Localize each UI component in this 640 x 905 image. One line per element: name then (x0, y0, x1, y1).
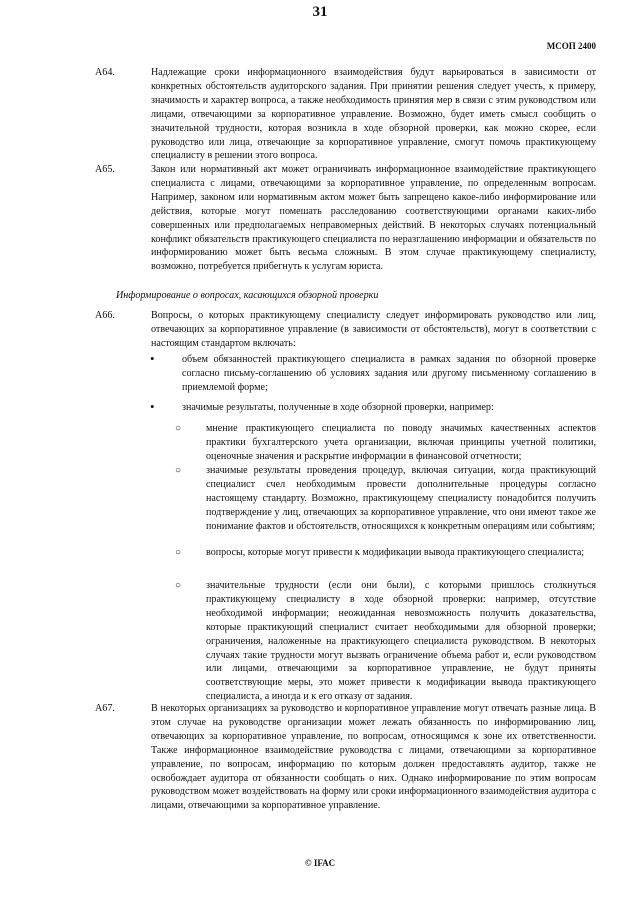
paragraph-text: Закон или нормативный акт может ограничивать информационное взаимодействие практикующего специалиста с лицами, отвечающими за корпоративное управление, по определенным вопросам. Например, законом или нормативным актом может быть запрещено какое-либо информирование или действия, которые могут помешать расследованию соответствующими органами каких-либо совершенных или предполагаемых неправомерных действий. В некоторых случаях потенциальный конфликт обязательств практикующего специалиста по неразглашению информации и обязательств по информированию может быть весьма сложным. В этом случае практикующему специалисту, возможно, потребуется прибегнуть к услугам юриста. (151, 164, 596, 273)
paragraph-number: A65. (95, 164, 115, 175)
bullet-marker: • (150, 399, 155, 414)
bullet-marker: • (150, 351, 155, 366)
sub-bullet-marker: ○ (175, 547, 182, 558)
paragraph-a65 (95, 163, 596, 274)
paragraph-number: A64. (95, 67, 115, 78)
sub-bullet-marker: ○ (175, 423, 182, 434)
sub-bullet-text: вопросы, которые могут привести к модификации вывода практикующего специалиста; (206, 547, 585, 558)
page-number: 31 (312, 4, 328, 20)
section-subheading: Информирование о вопросах, касающихся обзорной проверки (116, 290, 379, 301)
sub-bullet-item (175, 546, 596, 560)
bullet-text: объем обязанностей практикующего специалиста в рамках задания по обзорной проверке согласно письму-соглашению об условиях задания или другому письменному соглашению в приемлемой форме; (182, 354, 596, 393)
paragraph-text: В некоторых организациях за руководство и корпоративное управление могут отвечать разные лица. В этом случае на руководстве организации может лежать обязанность по информированию лиц, отвечающих за корпоративное управление, по вопросам, относящимся к зоне их ответственности. Также информационное взаимодействие руководства с лицами, отвечающими за корпоративное управление, по вопросам, информацию по которым должен предоставлять аудитор, также не освобождает аудитора от обязанности сообщать о них. Однако информирование по этим вопросам руководством может воздействовать на форму или сроки информационного взаимодействия аудитора с лицами, отвечающими за корпоративное управление. (151, 703, 596, 812)
bullet-item (150, 401, 596, 415)
copyright-footer: © IFAC (304, 858, 336, 868)
paragraph-a64 (95, 66, 596, 163)
paragraph-a67 (95, 702, 596, 813)
sub-bullet-marker: ○ (175, 580, 182, 591)
sub-bullet-text: значимые результаты проведения процедур, включая ситуации, когда практикующий специалист счел необходимым провести дополнительные процедуры согласно настоящему стандарту. Возможно, практикующему специалисту понадобится получить подтверждение у лиц, отвечающих за корпоративное управление, что они имеют такое же понимание фактов и обстоятельств, относящихся к конкретным операциям или событиям; (206, 465, 596, 532)
sub-bullet-text: мнение практикующего специалиста по поводу значимых качественных аспектов практики бухгалтерского учета организации, включая принципы учетной политики, оценочные значения и раскрытие информации в финансовой отчетности; (206, 423, 596, 462)
sub-bullet-item (175, 464, 596, 534)
paragraph-a66 (95, 309, 596, 351)
paragraph-number: A67. (95, 703, 115, 714)
standard-code: МСОП 2400 (546, 41, 596, 51)
paragraph-text: Вопросы, о которых практикующему специалисту следует информировать руководство или лиц, отвечающих за корпоративное управление (в зависимости от обстоятельств), могут в соответствии с настоящим стандартом включать: (151, 310, 596, 349)
sub-bullet-marker: ○ (175, 465, 182, 476)
sub-bullet-item (175, 579, 596, 704)
sub-bullet-text: значительные трудности (если они были), с которыми пришлось столкнуться практикующему специалисту в ходе обзорной проверки: например, отсутствие необходимой информации; неожиданная невозможность получить доказательства, которые практикующий специалист считает необходимыми для обзорной проверки; ограничения, наложенные на практикующего специалиста руководством. В некоторых случаях такие трудности могут вызвать ограничение объема работ и, если руководством или лицами, отвечающими за корпоративное управление, не будут приняты соответствующие меры, это может привести к модификации вывода практикующего специалиста, а иногда и к его отказу от задания. (206, 580, 596, 703)
bullet-text: значимые результаты, полученные в ходе обзорной проверки, например: (182, 402, 494, 413)
paragraph-number: A66. (95, 310, 115, 321)
bullet-item (150, 353, 596, 395)
sub-bullet-item (175, 422, 596, 464)
paragraph-text: Надлежащие сроки информационного взаимодействия будут варьироваться в зависимости от конкретных обстоятельств аудиторского задания. При принятии решения следует учесть, к примеру, значимость и характер вопроса, а также необходимость принятия мер в связи с этим руководством или лицами, отвечающими за корпоративное управление. Возможно, будет иметь смысл сообщить о значительной трудности, которая возникла в ходе обзорной проверки, как можно скорее, если руководство или лица, отвечающие за корпоративное управление, смогут помочь практикующему специалисту в решении этого вопроса. (151, 67, 596, 162)
